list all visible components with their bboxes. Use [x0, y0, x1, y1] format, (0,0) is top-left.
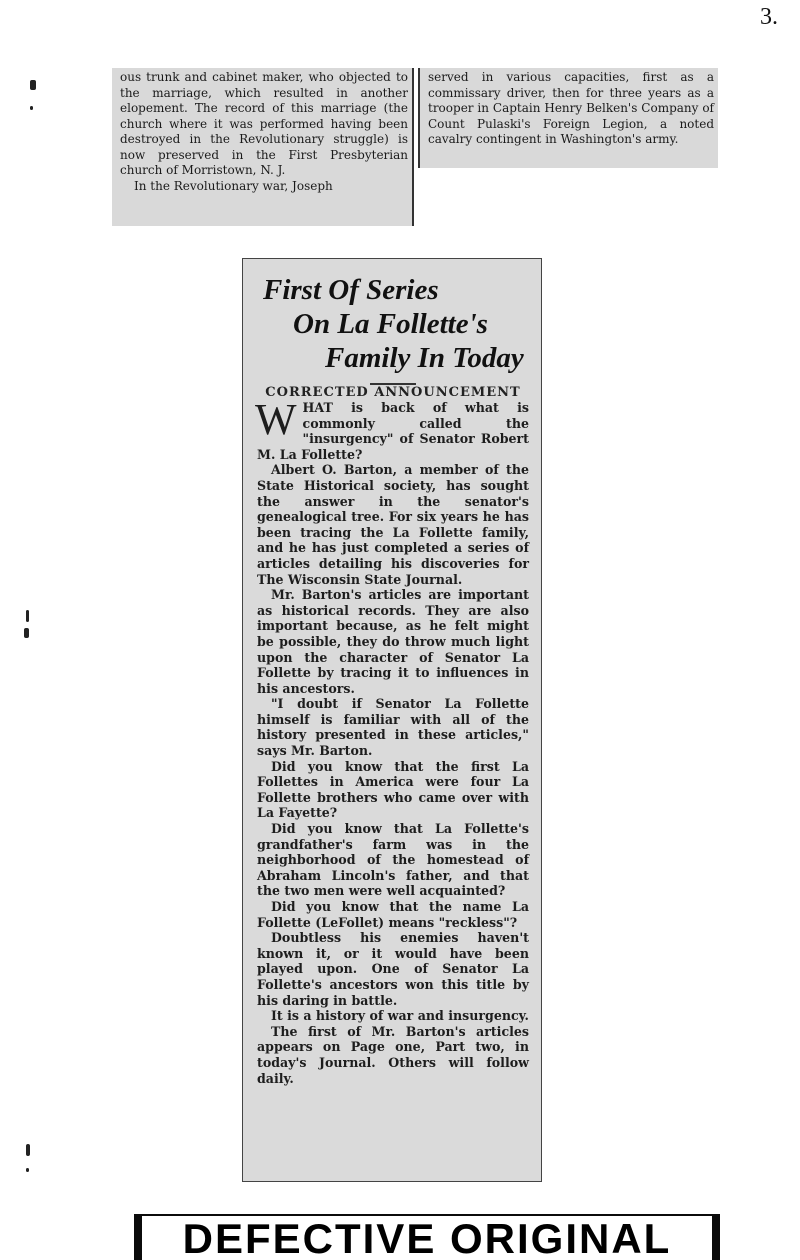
top-left-paragraph: ous trunk and cabinet maker, who objected to the marriage, which resulted in another elopement. The record of this marriage (the church where it was performed having been destroyed in the Revolutionary struggle) is now preserved in the First Presbyterian church of Morristown, N. J. [120, 70, 408, 177]
article-paragraph: It is a history of war and insurgency. [271, 1008, 529, 1024]
top-clipping-left-column [112, 68, 414, 226]
article-paragraph: Doubtless his enemies haven't known it, or it would have been played upon. One of Senator La Follette's ancestors won this title by his daring in battle. [257, 930, 529, 1008]
article-paragraph: The first of Mr. Barton's articles appears on Page one, Part two, in today's Journal. Others will follow daily. [257, 1023, 529, 1086]
page-number: 3. [760, 4, 778, 30]
article-paragraph: Albert O. Barton, a member of the State Historical society, has sought the answer in the senator's genealogical tree. For six years he has been tracing the La Follette family, and he has just completed a series of articles detailing his discoveries for The Wisconsin State Journal. [257, 462, 529, 587]
headline-line: First Of Series [263, 274, 439, 306]
margin-mark [26, 610, 29, 622]
stamp-text: DEFECTIVE ORIGINAL [142, 1216, 712, 1260]
article-kicker: CORRECTED ANNOUNCEMENT [265, 385, 521, 400]
article-paragraph: Did you know that the first La Follettes in America were four La Follette brothers who came over with La Fayette? [257, 758, 529, 821]
article-clipping [242, 258, 542, 1182]
article-paragraph: Did you know that the name La Follette (LeFollet) means "reckless"? [257, 899, 529, 930]
article-lead [255, 395, 529, 462]
lead-text: HAT is back of what is commonly called the "insurgency" of Senator Robert M. La Follette? [257, 400, 529, 462]
top-clipping-right-column [418, 68, 718, 168]
article-headline [257, 273, 529, 375]
top-right-paragraph: served in various capacities, first as a commissary driver, then for three years as a trooper in Captain Henry Belken's Company of Count Pulaski's Foreign Legion, a noted cavalry contingent in Washington's army. [428, 70, 714, 146]
article-paragraph: Did you know that La Follette's grandfather's farm was in the neighborhood of the homestead of Abraham Lincoln's father, and that the two men were well acquainted? [257, 821, 529, 899]
margin-mark [30, 80, 36, 90]
drop-cap: W [255, 395, 297, 444]
article-body [255, 395, 529, 1086]
margin-mark [26, 1168, 29, 1172]
margin-mark [26, 1144, 30, 1156]
margin-mark [30, 106, 33, 110]
top-clipping [112, 68, 718, 226]
headline-line: On La Follette's [293, 308, 488, 340]
defective-original-stamp [134, 1214, 720, 1260]
top-left-paragraph: In the Revolutionary war, Joseph [134, 178, 333, 193]
headline-line: Family In Today [325, 342, 524, 374]
margin-mark [24, 628, 29, 638]
article-paragraph: Mr. Barton's articles are important as historical records. They are also important because, as he felt might be possible, they do throw much light upon the character of Senator La Follette by tracing it to influences in his ancestors. [257, 587, 529, 696]
article-paragraph: "I doubt if Senator La Follette himself is familiar with all of the history presented in these articles," says Mr. Barton. [257, 696, 529, 759]
